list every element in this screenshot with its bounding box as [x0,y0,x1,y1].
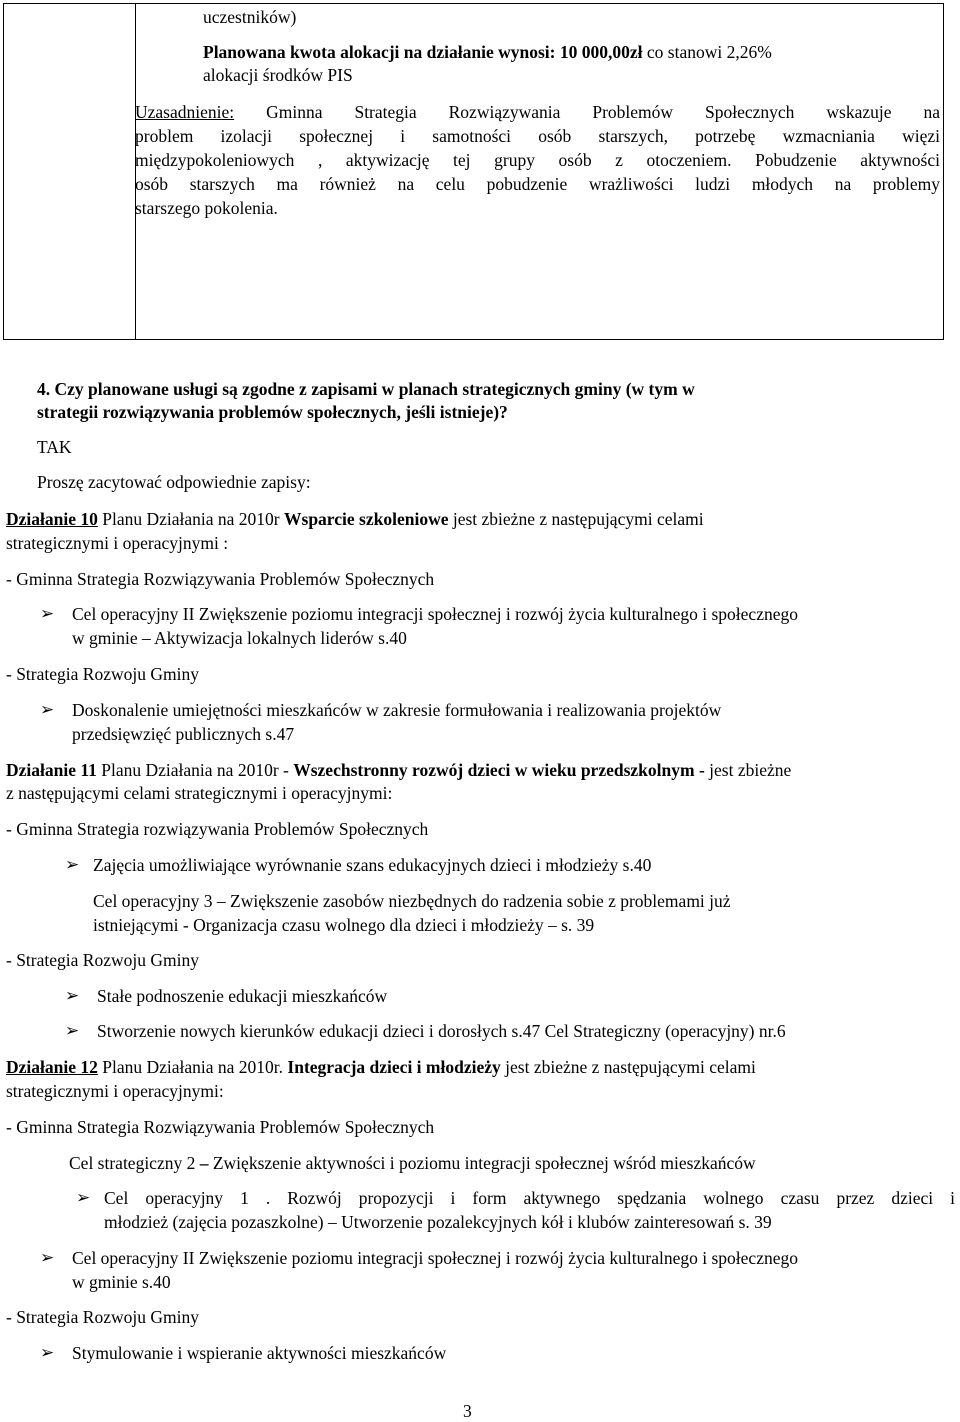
action11-strategy-1: - Gminna Strategia rozwiązywania Problemów Społecznych [6,819,429,839]
allocation-line-2: alokacji środków PIS [203,65,353,85]
action12-bullet-2-line-1: Cel operacyjny II Zwiększenie poziomu integracji społecznej i rozwój życia kulturalnego i społecznego [72,1248,798,1268]
action11-label: Działanie 11 [6,760,97,780]
table-column-divider [135,4,136,339]
action12-strategy-2: - Strategia Rozwoju Gminy [6,1307,199,1327]
action10-bullet-2-line-1: Doskonalenie umiejętności mieszkańców w zakresie formułowania i realizowania projektów [72,700,722,720]
bullet-arrow-icon: ➢ [40,604,55,623]
action12-strategy-1: - Gminna Strategia Rozwiązywania Problemów Społecznych [6,1117,435,1137]
action10-line-1 [6,508,704,530]
question-heading-line-1: 4. Czy planowane usługi są zgodne z zapisami w planach strategicznych gminy (w tym w [37,379,695,399]
action12-line-2: strategicznymi i operacyjnymi: [6,1081,224,1101]
action11-bullet-1: Zajęcia umożliwiające wyrównanie szans edukacyjnych dzieci i młodzieży s.40 [93,855,652,875]
action12-bullet-1-line-1: Cel operacyjny 1 . Rozwój propozycji i form aktywnego spędzania wolnego czasu przez dzieci i [104,1188,955,1208]
action12-bullet-1-line-2: młodzież (zajęcia pozaszkolne) – Utworzenie pozalekcyjnych kół i klubów zainteresowań s. 39 [104,1212,772,1232]
action12-title: Integracja dzieci i młodzieży [287,1057,501,1077]
action12-bullet-2-line-2: w gminie s.40 [72,1272,171,1292]
action10-line-2: strategicznymi i operacyjnymi : [6,533,229,553]
participants-line: uczestników) [203,7,297,27]
action10-text: Planu Działania na 2010r [102,509,280,529]
action10-bullet-1-line-2: w gminie – Aktywizacja lokalnych liderów s.40 [72,628,407,648]
action12-line-1 [6,1056,756,1078]
action10-bullet-1-line-1: Cel operacyjny II Zwiększenie poziomu integracji społecznej i rozwój życia kulturalnego i społecznego [72,604,798,624]
action11-bullet-2: Stałe podnoszenie edukacji mieszkańców [97,986,388,1006]
action12-text-2: jest zbieżne z następującymi celami [505,1057,756,1077]
justification-line-1 [135,101,940,123]
justification-label: Uzasadnienie: [135,102,235,122]
justification-line-3: międzypokoleniowych , aktywizację tej grupy osób z otoczeniem. Pobudzenie aktywności [135,150,940,170]
action11-text: Planu Działania na 2010r - [101,760,289,780]
bullet-arrow-icon: ➢ [40,700,55,719]
justification-line-5: starszego pokolenia. [135,198,278,218]
page-number: 3 [463,1401,472,1421]
action11-title: Wszechstronny rozwój dzieci w wieku przedszkolnym - [293,760,705,780]
question-answer: TAK [37,437,72,457]
action11-goal3-line-2: istniejącymi - Organizacja czasu wolnego dla dzieci i młodzieży – s. 39 [93,915,595,935]
action11-bullet-3: Stworzenie nowych kierunków edukacji dzieci i dorosłych s.47 Cel Strategiczny (operacyjny) nr.6 [97,1021,786,1041]
bullet-arrow-icon: ➢ [40,1248,55,1267]
justification-line-2: problem izolacji społecznej i samotności osób starszych, potrzebę wzmacniania więzi [135,126,940,146]
bullet-arrow-icon: ➢ [65,1021,80,1040]
allocation-label: Planowana kwota alokacji na działanie wynosi: [203,42,556,62]
action11-strategy-2: - Strategia Rozwoju Gminy [6,950,199,970]
bullet-arrow-icon: ➢ [76,1188,91,1207]
action12-goal2-text: Zwiększenie aktywności i poziomu integracji społecznej wśród mieszkańców [212,1153,756,1173]
action11-goal3-line-1: Cel operacyjny 3 – Zwiększenie zasobów niezbędnych do radzenia sobie z problemami już [93,891,731,911]
action10-title: Wsparcie szkoleniowe [284,509,449,529]
bullet-arrow-icon: ➢ [65,986,80,1005]
action12-bullet-3: Stymulowanie i wspieranie aktywności mieszkańców [72,1343,447,1363]
allocation-amount: 10 000,00zł [559,42,643,62]
action12-label: Działanie 12 [6,1057,98,1077]
action11-line-1 [6,759,791,781]
allocation-share: co stanowi 2,26% [646,42,772,62]
question-heading-line-2: strategii rozwiązywania problemów społecznych, jeśli istnieje)? [37,402,508,422]
allocation-line [203,41,940,63]
justification-line-4: osób starszych ma również na celu pobudzenie wrażliwości ludzi młodych na problemy [135,174,940,194]
action11-text-2: jest zbieżne [709,760,792,780]
action12-goal2 [69,1152,756,1174]
action12-text: Planu Działania na 2010r. [102,1057,284,1077]
action11-line-2: z następującymi celami strategicznymi i operacyjnymi: [6,783,393,803]
action10-strategy-1: - Gminna Strategia Rozwiązywania Problemów Społecznych [6,569,435,589]
justification-text: Gminna Strategia Rozwiązywania Problemów Społecznych wskazuje na [266,102,941,122]
action10-bullet-2-line-2: przedsięwzięć publicznych s.47 [72,724,295,744]
action10-text-2: jest zbieżne z następującymi celami [452,509,704,529]
bullet-arrow-icon: ➢ [65,855,80,874]
question-prompt: Proszę zacytować odpowiednie zapisy: [37,472,311,492]
action10-label: Działanie 10 [6,509,98,529]
bullet-arrow-icon: ➢ [40,1343,55,1362]
action12-goal2-dash: – [195,1153,213,1173]
action12-goal2-prefix: Cel strategiczny 2 [69,1153,196,1173]
action10-strategy-2: - Strategia Rozwoju Gminy [6,664,199,684]
